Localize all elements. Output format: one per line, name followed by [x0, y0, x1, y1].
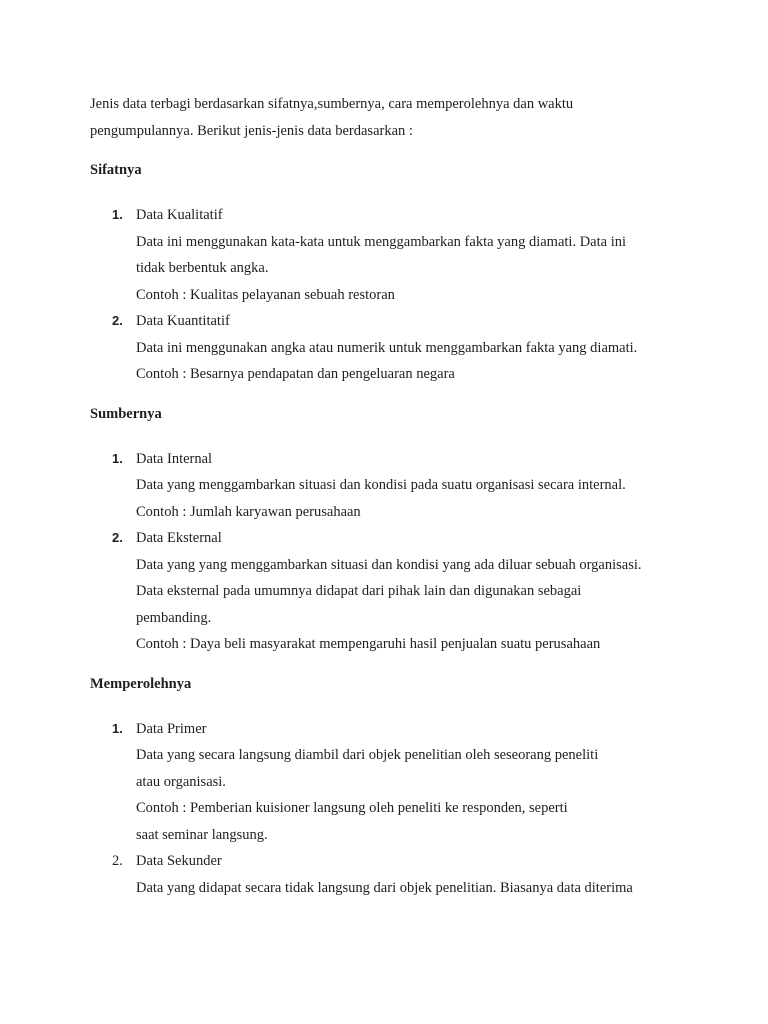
list-item-text: Data yang didapat secara tidak langsung dari objek penelitian. Biasanya data diterima	[136, 879, 633, 896]
section	[90, 404, 690, 658]
list-item-text: Contoh : Besarnya pendapatan dan pengeluaran negara	[136, 366, 455, 382]
list-item	[90, 525, 690, 658]
list-number: 1.	[112, 450, 123, 466]
list-number: 2.	[112, 853, 123, 869]
list-item-text: Contoh : Daya beli masyarakat mempengaruhi hasil penjualan suatu perusahaan	[136, 636, 601, 652]
list-item	[90, 202, 690, 308]
numbered-list	[90, 202, 690, 388]
list-item-title: Data Eksternal	[136, 530, 222, 546]
section-heading: Memperolehnya	[90, 675, 192, 692]
section-heading: Sumbernya	[90, 405, 162, 422]
list-number: 1.	[112, 720, 123, 736]
list-item-text: Data yang yang menggambarkan situasi dan kondisi yang ada diluar sebuah organisasi.	[136, 556, 642, 573]
list-item-text: pembanding.	[136, 609, 212, 626]
list-item-title: Data Primer	[136, 720, 207, 737]
list-item-text: Data eksternal pada umumnya didapat dari pihak lain dan digunakan sebagai	[136, 583, 582, 599]
list-item	[90, 308, 690, 388]
list-item-text: Data ini menggunakan angka atau numerik untuk menggambarkan fakta yang diamati.	[136, 339, 638, 356]
document-page	[90, 91, 690, 901]
list-item-text: saat seminar langsung.	[136, 826, 268, 843]
list-item-text: Contoh : Pemberian kuisioner langsung oleh peneliti ke responden, seperti	[136, 800, 568, 816]
list-item-text: Data yang menggambarkan situasi dan kondisi pada suatu organisasi secara internal.	[136, 477, 626, 493]
intro-line: Jenis data terbagi berdasarkan sifatnya,sumbernya, cara memperolehnya dan waktu	[90, 96, 574, 112]
list-item-text: Contoh : Kualitas pelayanan sebuah restoran	[136, 286, 395, 303]
list-item-text: atau organisasi.	[136, 773, 226, 790]
list-item-title: Data Sekunder	[136, 853, 222, 869]
section	[90, 674, 690, 902]
list-item-text: Data yang secara langsung diambil dari objek penelitian oleh seseorang peneliti	[136, 747, 599, 763]
list-number: 2.	[112, 313, 123, 328]
intro-paragraph	[90, 91, 690, 144]
list-item	[90, 716, 690, 849]
list-number: 2.	[112, 530, 123, 545]
numbered-list	[90, 446, 690, 658]
sections-container	[90, 160, 690, 901]
list-item-title: Data Kualitatif	[136, 207, 223, 223]
list-item-text: Data ini menggunakan kata-kata untuk menggambarkan fakta yang diamati. Data ini	[136, 233, 627, 250]
list-item-title: Data Kuantitatif	[136, 313, 230, 329]
numbered-list	[90, 716, 690, 902]
list-item	[90, 446, 690, 526]
list-item	[90, 848, 690, 901]
list-item-text: Contoh : Jumlah karyawan perusahaan	[136, 503, 361, 520]
list-number: 1.	[112, 207, 123, 222]
intro-line: pengumpulannya. Berikut jenis-jenis data berdasarkan :	[90, 122, 413, 139]
list-item-text: tidak berbentuk angka.	[136, 260, 269, 276]
section-heading: Sifatnya	[90, 162, 142, 178]
section	[90, 160, 690, 388]
list-item-title: Data Internal	[136, 450, 213, 467]
